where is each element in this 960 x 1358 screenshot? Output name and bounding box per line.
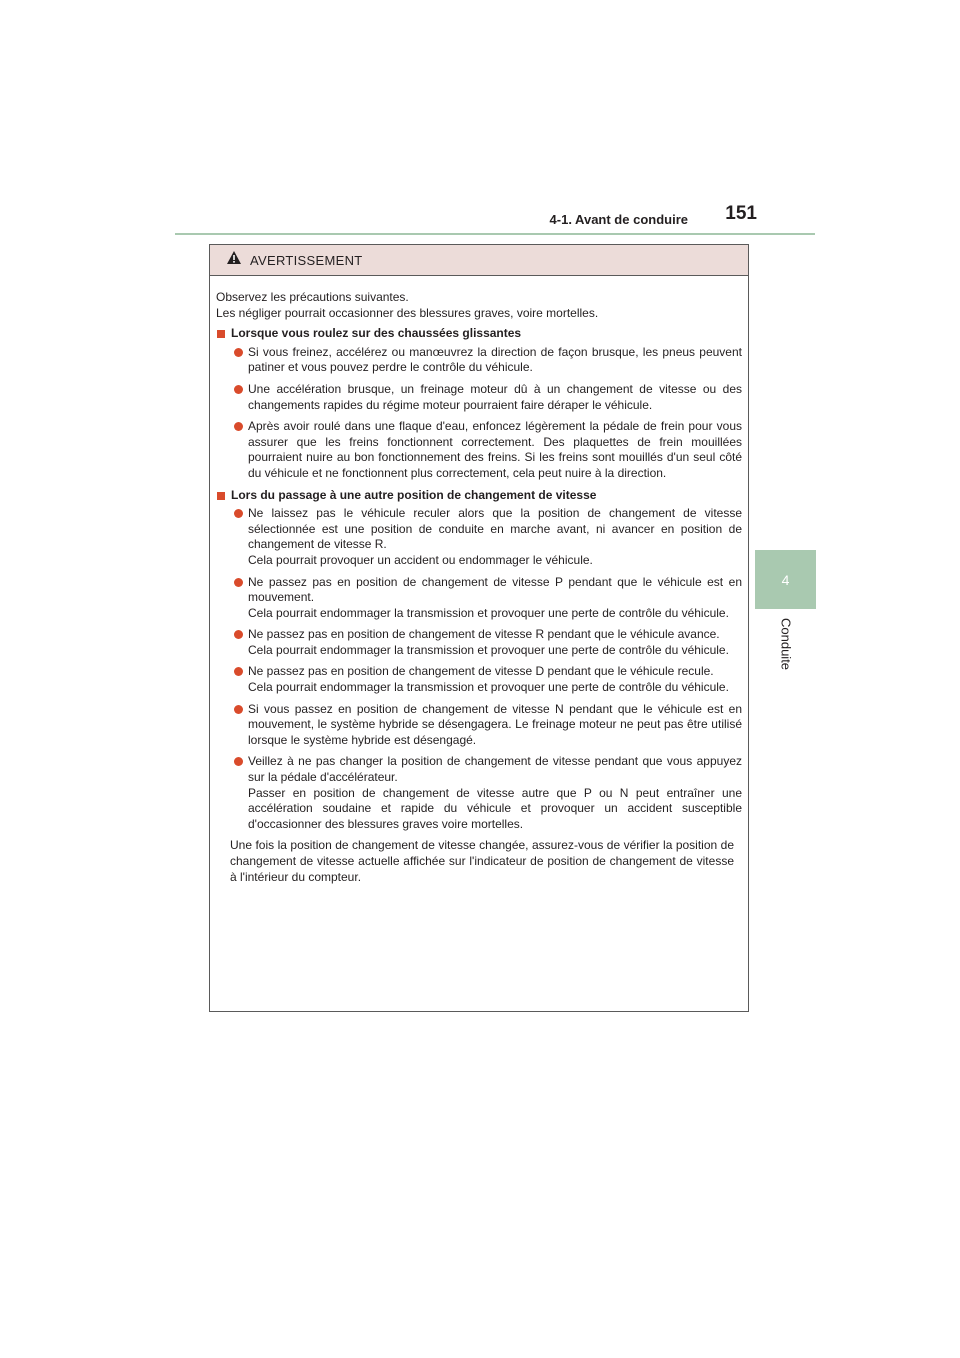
bullet-paragraph: Ne passez pas en position de changement de vitesse R pendant que le véhicule avance.	[248, 627, 720, 642]
bullet-paragraph: Si vous passez en position de changement de vitesse N pendant que le véhicule est en mouvement, le système hybride se désengagera. Le freinage moteur ne peut pas être utilisé lorsque le système hybride est désengagé.	[248, 701, 742, 747]
warning-title: AVERTISSEMENT	[250, 252, 363, 268]
warning-intro	[216, 290, 742, 321]
section-heading-text: Lors du passage à une autre position de changement de vitesse	[231, 487, 597, 502]
section-title: 4-1. Avant de conduire	[549, 212, 688, 227]
bullet-item	[234, 345, 742, 376]
bullet-text	[248, 664, 742, 695]
chapter-tab	[755, 550, 816, 609]
circle-bullet-icon	[234, 385, 243, 394]
section-heading	[216, 326, 742, 342]
square-bullet-icon	[217, 330, 225, 338]
bullet-paragraph: Veillez à ne pas changer la position de changement de vitesse pendant que vous appuyez sur la pédale d'accélérateur.	[248, 754, 742, 785]
circle-bullet-icon	[234, 705, 243, 714]
bullet-item	[234, 506, 742, 568]
warning-body	[210, 276, 748, 885]
circle-bullet-icon	[234, 667, 243, 676]
chapter-number: 4	[781, 571, 790, 588]
bullet-item	[234, 382, 742, 413]
circle-bullet-icon	[234, 509, 243, 518]
bullet-paragraph: Passer en position de changement de vitesse autre que P ou N peut entraîner une accélération soudaine et rapide du véhicule et provoquer un accident susceptible d'occasionner des blessures graves voire mortelles.	[248, 785, 742, 831]
bullet-item	[234, 575, 742, 622]
circle-bullet-icon	[234, 757, 243, 766]
bullet-paragraph: Après avoir roulé dans une flaque d'eau, enfoncez légèrement la pédale de frein pour vous assurer que les freins fonctionnent correctement. Des plaquettes de frein mouillées pourraient nuire au bon fonctionnement des freins. Si les freins sont mouillés d'un seul côté du véhicule et ne fonctionnent plus correctement, cela peut nuire à la direction.	[248, 419, 742, 480]
bullet-paragraph: Si vous freinez, accélérez ou manœuvrez la direction de façon brusque, les pneus peuvent patiner et vous pouvez perdre le contrôle du véhicule.	[248, 344, 742, 375]
bullet-paragraph: Ne passez pas en position de changement de vitesse P pendant que le véhicule est en mouvement.	[248, 574, 742, 605]
bullet-text	[248, 506, 742, 568]
warning-triangle-icon	[226, 250, 242, 270]
bullet-text	[248, 627, 742, 658]
warning-box	[209, 244, 749, 1012]
bullet-item	[234, 754, 742, 832]
closing-note: Une fois la position de changement de vitesse changée, assurez-vous de vérifier la position de changement de vitesse actuelle affichée sur l'indicateur de position de changement de vitesse à l'intérieur du compteur.	[230, 838, 734, 884]
circle-bullet-icon	[234, 348, 243, 357]
bullet-item	[234, 627, 742, 658]
bullet-text	[248, 382, 742, 413]
circle-bullet-icon	[234, 422, 243, 431]
bullet-paragraph: Ne passez pas en position de changement de vitesse D pendant que le véhicule recule.	[248, 664, 714, 679]
bullet-item	[234, 702, 742, 749]
bullet-paragraph: Une accélération brusque, un freinage moteur dû à un changement de vitesse ou des changements rapides du régime moteur pourraient faire déraper le véhicule.	[248, 381, 742, 412]
section-heading	[216, 488, 742, 504]
bullet-paragraph: Cela pourrait endommager la transmission et provoquer une perte de contrôle du véhicule.	[248, 605, 729, 620]
bullet-text	[248, 419, 742, 481]
section-heading-text: Lorsque vous roulez sur des chaussées glissantes	[231, 326, 522, 341]
warning-header	[210, 245, 748, 276]
bullet-text	[248, 575, 742, 622]
page-number: 151	[725, 203, 757, 224]
bullet-paragraph: Cela pourrait endommager la transmission et provoquer une perte de contrôle du véhicule.	[248, 680, 729, 695]
intro-line: Les négliger pourrait occasionner des blessures graves, voire mortelles.	[216, 305, 599, 320]
bullet-paragraph: Cela pourrait endommager la transmission et provoquer une perte de contrôle du véhicule.	[248, 642, 729, 657]
intro-line: Observez les précautions suivantes.	[216, 290, 409, 304]
circle-bullet-icon	[234, 578, 243, 587]
bullet-text	[248, 754, 742, 832]
square-bullet-icon	[217, 492, 225, 500]
bullet-item	[234, 664, 742, 695]
bullet-item	[234, 419, 742, 481]
bullet-paragraph: Ne laissez pas le véhicule reculer alors que la position de changement de vitesse sélectionnée est une position de conduite en marche avant, ni avancer en position de changement de vitesse R.	[248, 506, 742, 552]
bullet-paragraph: Cela pourrait provoquer un accident ou endommager le véhicule.	[248, 552, 593, 567]
chapter-label: Conduite	[778, 618, 794, 671]
circle-bullet-icon	[234, 630, 243, 639]
header-divider	[175, 233, 815, 235]
bullet-text	[248, 702, 742, 749]
page-header	[175, 200, 815, 232]
bullet-text	[248, 345, 742, 376]
